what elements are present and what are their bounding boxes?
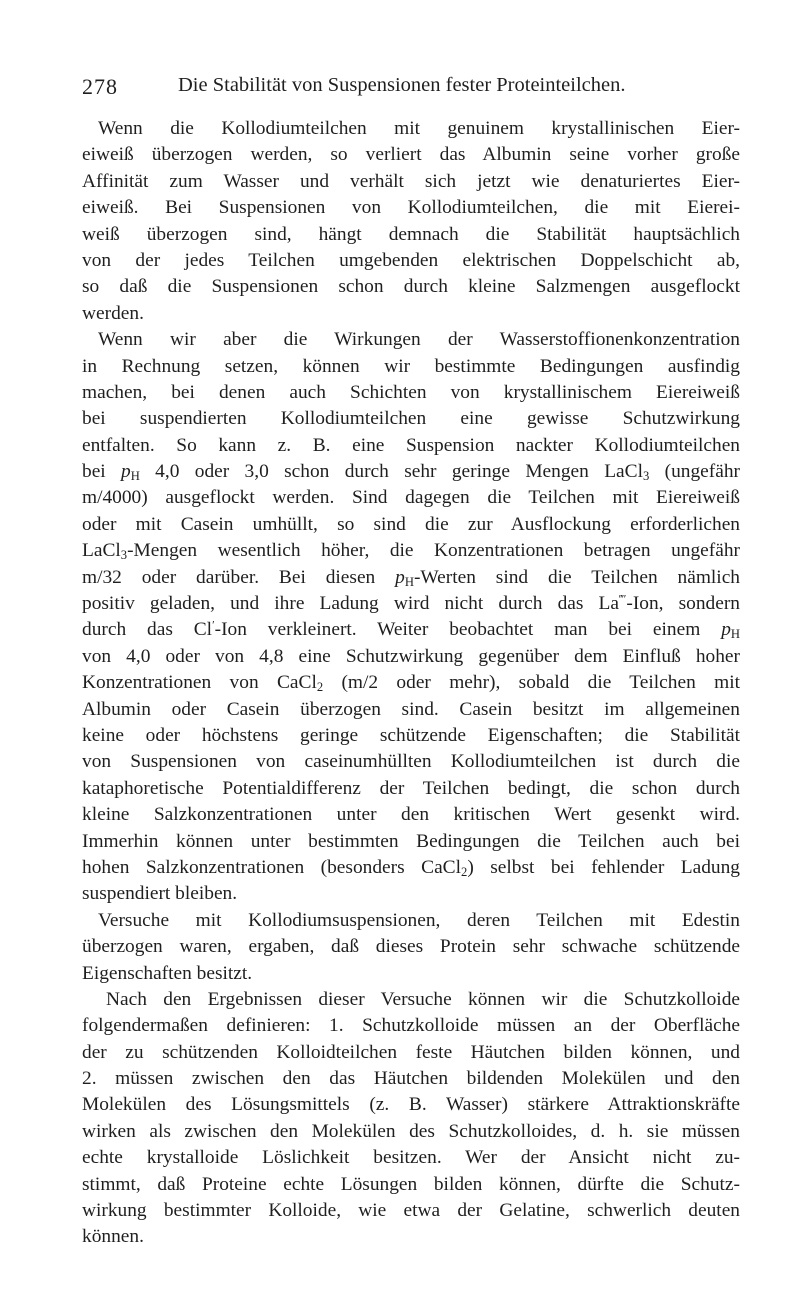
paragraph: [82, 327, 740, 908]
text-line: Wenn wir aber die Wirkungen der Wasserstoffionenkonzentration: [98, 329, 740, 351]
text-line: LaCl$_3$-Mengen wesentlich höher, die Konzentrationen betragen ungefähr: [82, 540, 740, 563]
text-line: bei suspendierten Kollodiumteilchen eine gewisse Schutzwirkung: [82, 408, 740, 430]
text-line: machen, bei denen auch Schichten von krystallinischem Eiereiweiß: [82, 381, 740, 403]
page-number: 278: [82, 74, 118, 99]
text-line: Affinität zum Wasser und verhält sich jetzt wie denaturiertes Eier-: [82, 170, 740, 192]
text-line: können.: [82, 1226, 144, 1248]
text-line: in Rechnung setzen, können wir bestimmte Bedingungen ausfindig: [82, 355, 740, 377]
text-line: Nach den Ergebnissen dieser Versuche können wir die Schutzkolloide: [106, 988, 740, 1010]
paragraph: [82, 987, 740, 1251]
text-line: 2. müssen zwischen den das Häutchen bildenden Molekülen und den: [82, 1068, 740, 1090]
text-line: m/32 oder darüber. Bei diesen $p_H$-Werten sind die Teilchen nämlich: [82, 566, 740, 589]
text-line: wirkung bestimmter Kolloide, wie etwa der Gelatine, schwerlich deuten: [82, 1200, 740, 1222]
text-line: positiv geladen, und ihre Ladung wird nicht durch das La‴′-Ion, sondern: [82, 592, 740, 615]
text-line: oder mit Casein umhüllt, so sind die zur Ausflockung erforderlichen: [82, 513, 740, 535]
text-line: echte krystalloide Löslichkeit besitzen. Wer der Ansicht nicht zu-: [82, 1147, 740, 1169]
text-line: eiweiß überzogen werden, so verliert das Albumin seine vorher große: [82, 144, 740, 166]
page-header: [82, 74, 722, 104]
text-line: Versuche mit Kollodiumsuspensionen, deren Teilchen mit Edestin: [98, 909, 740, 931]
text-line: suspendiert bleiben.: [82, 883, 238, 905]
body-text: [82, 116, 740, 1251]
text-line: von Suspensionen von caseinumhüllten Kollodiumteilchen ist durch die: [82, 751, 740, 773]
text-line: kleine Salzkonzentrationen unter den kritischen Wert gesenkt wird.: [82, 804, 740, 826]
text-line: überzogen waren, ergaben, daß dieses Protein sehr schwache schützende: [82, 936, 740, 958]
text-line: folgendermaßen definieren: 1. Schutzkolloide müssen an der Oberfläche: [82, 1015, 740, 1037]
text-line: Molekülen des Lösungsmittels (z. B. Wasser) stärkere Attraktionskräfte: [82, 1094, 740, 1116]
paragraph: [82, 116, 740, 327]
text-line: von 4,0 oder von 4,8 eine Schutzwirkung gegenüber dem Einfluß hoher: [82, 645, 740, 667]
text-line: Albumin oder Casein überzogen sind. Casein besitzt im allgemeinen: [82, 698, 740, 720]
text-line: m/4000) ausgeflockt werden. Sind dagegen die Teilchen mit Eiereiweiß: [82, 487, 740, 509]
text-line: kataphoretische Potentialdifferenz der Teilchen bedingt, die schon durch: [82, 777, 740, 799]
text-line: so daß die Suspensionen schon durch kleine Salzmengen ausgeflockt: [82, 276, 740, 298]
text-line: entfalten. So kann z. B. eine Suspension nackter Kollodiumteilchen: [82, 434, 740, 456]
text-line: hohen Salzkonzentrationen (besonders CaCl$_2$) selbst bei fehlender Ladung: [82, 856, 740, 880]
text-line: stimmt, daß Proteine echte Lösungen bilden können, dürfte die Schutz-: [82, 1173, 740, 1195]
text-line: Eigenschaften besitzt.: [82, 962, 253, 984]
text-line: durch das Cl′-Ion verkleinert. Weiter beobachtet man bei einem $p_H$: [82, 619, 740, 642]
text-line: bei $p_H$ 4,0 oder 3,0 schon durch sehr geringe Mengen LaCl$_3$ (ungefähr: [82, 461, 740, 484]
running-title: Die Stabilität von Suspensionen fester Proteinteilchen.: [178, 74, 626, 96]
text-line: von der jedes Teilchen umgebenden elektrischen Doppelschicht ab,: [82, 249, 740, 271]
text-line: eiweiß. Bei Suspensionen von Kollodiumteilchen, die mit Eierei-: [82, 197, 740, 219]
text-line: der zu schützenden Kolloidteilchen feste Häutchen bilden können, und: [82, 1041, 740, 1063]
text-line: Wenn die Kollodiumteilchen mit genuinem krystallinischen Eier-: [98, 118, 740, 139]
text-line: Immerhin können unter bestimmten Bedingungen die Teilchen auch bei: [82, 830, 740, 852]
paragraph: [82, 908, 740, 987]
text-line: werden.: [82, 302, 144, 324]
text-line: weiß überzogen sind, hängt demnach die Stabilität hauptsächlich: [82, 223, 740, 245]
text-line: wirken als zwischen den Molekülen des Schutzkolloides, d. h. sie müssen: [82, 1120, 740, 1142]
text-line: keine oder höchstens geringe schützende Eigenschaften; die Stabilität: [82, 724, 740, 746]
text-line: Konzentrationen von CaCl$_2$ (m/2 oder mehr), sobald die Teilchen mit: [82, 672, 740, 695]
